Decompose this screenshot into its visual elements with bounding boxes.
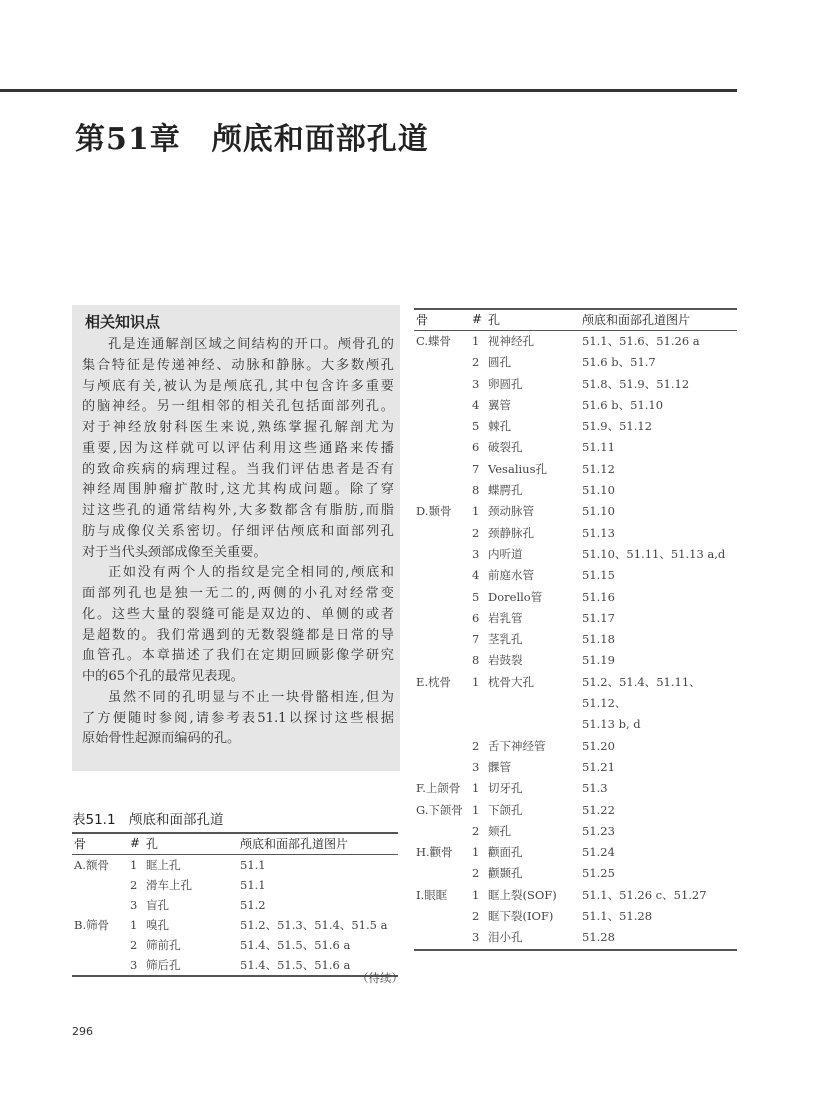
bone-cell [72, 895, 130, 915]
bone-cell: H.颧骨 [416, 845, 453, 860]
foramen-cell: 泪小孔 [488, 930, 523, 945]
number-cell: 2 [472, 866, 480, 881]
number-cell: 2 [130, 878, 138, 892]
table-row [414, 523, 737, 544]
column-header: 骨 [414, 309, 472, 331]
foramina-table-continued [414, 308, 737, 951]
bone-cell [414, 863, 472, 884]
foramen-cell: 髁管 [488, 759, 511, 774]
table-row [72, 915, 398, 935]
bone-cell [414, 565, 472, 586]
figure-cell: 51.9、51.12 [582, 419, 653, 434]
number-cell: 1 [472, 504, 480, 519]
knowledge-box [72, 305, 400, 771]
number-cell: 8 [472, 653, 480, 668]
paragraph-line: 集合特征是传递神经、动脉和静脉。大多数颅孔 [82, 357, 394, 373]
number-cell: 5 [472, 589, 480, 604]
figure-cell: 51.3 [582, 781, 608, 796]
figure-cell: 51.1 [240, 878, 266, 892]
chapter-title: 第51章 颅底和面部孔道 [75, 122, 429, 157]
foramen-cell: 卵圆孔 [488, 376, 523, 391]
number-cell: 1 [472, 781, 480, 796]
foramen-cell: 岩乳管 [488, 610, 523, 625]
bone-cell [414, 821, 472, 842]
paragraph-line: 正如没有两个人的指纹是完全相同的,颅底和 [108, 565, 394, 581]
number-cell: 3 [472, 376, 480, 391]
bone-cell: B.筛骨 [74, 918, 110, 932]
figure-cell: 51.10 [582, 504, 615, 519]
bone-cell [414, 352, 472, 373]
foramen-cell: 嗅孔 [146, 918, 169, 932]
figure-cell: 51.28 [582, 930, 615, 945]
bone-cell [414, 650, 472, 671]
figure-cell: 51.19 [582, 653, 615, 668]
paragraph-line: 化。这些大量的裂缝可能是双边的、单侧的或者 [82, 606, 394, 622]
number-cell: 3 [130, 958, 138, 972]
paragraph-line: 了方便随时参阅,请参考表51.1以探讨这些根据 [82, 710, 394, 726]
number-cell: 3 [472, 546, 480, 561]
number-cell: 7 [472, 461, 480, 476]
number-cell: 3 [130, 898, 138, 912]
bone-cell: C.蝶骨 [416, 334, 452, 348]
foramen-cell: 棘孔 [488, 419, 511, 434]
table-row [414, 906, 737, 927]
number-cell: 5 [472, 419, 480, 434]
foramen-cell: 切牙孔 [488, 781, 523, 796]
bone-cell [414, 480, 472, 501]
figure-cell: 51.1、51.28 [582, 909, 653, 924]
paragraph-line: 重要,因为这样就可以评估利用这些通路来传播 [82, 440, 394, 456]
number-cell: 1 [472, 845, 480, 860]
foramen-cell: 筛后孔 [146, 958, 181, 972]
column-header: # [472, 309, 488, 331]
number-cell: 2 [472, 355, 480, 370]
foramen-cell: 滑车上孔 [146, 878, 192, 892]
figure-cell: 51.2、51.3、51.4、51.5 a [240, 918, 388, 932]
table-row [414, 608, 737, 629]
number-cell: 1 [472, 887, 480, 902]
paragraph-line: 肪与成像仪关系密切。仔细评估颅底和面部列孔 [82, 523, 394, 539]
number-cell: 3 [472, 759, 480, 774]
table-row [414, 331, 737, 353]
paragraph-line: 神经周围肿瘤扩散时,这尤其构成问题。除了穿 [82, 482, 394, 498]
table-row [414, 501, 737, 522]
number-cell: 2 [472, 525, 480, 540]
number-cell: 1 [130, 858, 138, 872]
bone-cell: I.眼眶 [416, 887, 448, 902]
page-number: 296 [72, 1025, 93, 1038]
figure-cell: 51.1、51.26 c、51.27 [582, 887, 707, 902]
bone-cell [414, 437, 472, 458]
table-row [414, 800, 737, 821]
bone-cell: D.颞骨 [416, 504, 452, 519]
paragraph-line: 血管孔。本章描述了我们在定期回顾影像学研究 [82, 648, 394, 664]
foramen-cell: 下颌孔 [488, 802, 523, 817]
table-row [414, 885, 737, 906]
number-cell: 2 [472, 738, 480, 753]
foramen-cell: 颏孔 [488, 823, 511, 838]
foramen-cell: 眶上孔 [146, 858, 181, 872]
table-row [414, 416, 737, 437]
paragraph-line: 的脑神经。另一组相邻的相关孔包括面部列孔。 [82, 399, 394, 415]
paragraph-line: 虽然不同的孔明显与不止一块骨骼相连,但为 [108, 689, 394, 705]
table-row [414, 395, 737, 416]
foramen-cell: 眶上裂(SOF) [488, 887, 557, 902]
paragraph-line: 对于神经放射科医生来说,熟练掌握孔解剖尤为 [82, 420, 394, 435]
number-cell: 7 [472, 632, 480, 647]
figure-cell: 51.13 [582, 525, 615, 540]
figure-cell: 51.1、51.6、51.26 a [582, 334, 700, 348]
table-row [414, 736, 737, 757]
column-header: # [130, 833, 146, 855]
figure-cell: 51.6 b、51.7 [582, 355, 656, 370]
paragraph-line: 原始骨性起源而编码的孔。 [82, 731, 241, 747]
paragraph-line: 孔是连通解剖区域之间结构的开口。颅骨孔的 [108, 337, 394, 352]
figure-cell: 51.18 [582, 632, 615, 647]
figure-cell: 51.2、51.4、51.11、51.12、 51.13 b, d [582, 674, 701, 732]
bone-cell [414, 757, 472, 778]
table-row [414, 757, 737, 778]
table-row [414, 544, 737, 565]
foramina-table [72, 832, 398, 977]
foramen-cell: 前庭水管 [488, 568, 534, 583]
table-row [72, 955, 398, 976]
table-row [414, 480, 737, 501]
foramen-cell: 舌下神经管 [488, 738, 546, 753]
number-cell: 4 [472, 568, 480, 583]
table-row [414, 821, 737, 842]
column-header: 颅底和面部孔道图片 [582, 309, 737, 331]
column-header: 孔 [146, 833, 240, 855]
table-row [414, 352, 737, 373]
figure-cell: 51.6 b、51.10 [582, 397, 664, 412]
figure-cell: 51.25 [582, 866, 615, 881]
bone-cell: E.枕骨 [416, 674, 452, 689]
foramen-cell: 颈动脉管 [488, 504, 534, 519]
foramen-cell: 视神经孔 [488, 334, 534, 348]
number-cell: 2 [130, 938, 138, 952]
paragraph-line: 是超数的。我们常遇到的无数裂缝都是日常的导 [82, 627, 394, 643]
table-caption: 表51.1 颅底和面部孔道 [72, 812, 224, 828]
foramen-cell: 颧颞孔 [488, 866, 523, 881]
number-cell: 6 [472, 610, 480, 625]
bone-cell [414, 927, 472, 949]
foramen-cell: 颈静脉孔 [488, 525, 534, 540]
bone-cell [414, 629, 472, 650]
paragraph-line: 面部列孔也是独一无二的,两侧的小孔对经常变 [82, 586, 394, 601]
figure-cell: 51.8、51.9、51.12 [582, 376, 690, 391]
figure-cell: 51.4、51.5、51.6 a [240, 938, 351, 952]
foramen-cell: 眶下裂(IOF) [488, 909, 554, 924]
bone-cell [414, 523, 472, 544]
figure-cell: 51.21 [582, 759, 615, 774]
table-row [414, 374, 737, 395]
table-row [414, 565, 737, 586]
figure-cell: 51.12 [582, 461, 615, 476]
column-header: 骨 [72, 833, 130, 855]
table-row [414, 672, 737, 736]
table-row [414, 842, 737, 863]
number-cell: 3 [472, 930, 480, 945]
number-cell: 4 [472, 397, 480, 412]
foramen-cell: 筛前孔 [146, 938, 181, 952]
table-row [72, 935, 398, 955]
bone-cell [414, 459, 472, 480]
bone-cell: F.上颌骨 [416, 781, 461, 796]
bone-cell [414, 416, 472, 437]
figure-cell: 51.20 [582, 738, 615, 753]
table-header-row [414, 309, 737, 331]
foramen-cell: 枕骨大孔 [488, 674, 534, 689]
table-row [414, 778, 737, 799]
number-cell: 1 [472, 802, 480, 817]
bone-cell [72, 955, 130, 976]
figure-cell: 51.10 [582, 483, 615, 498]
foramen-cell: 圆孔 [488, 355, 511, 370]
paragraph-line: 过这些孔的通常结构外,大多数都含有脂肪,而脂 [82, 503, 394, 518]
bone-cell: G.下颌骨 [416, 802, 463, 817]
header-rule [0, 89, 737, 92]
figure-cell: 51.15 [582, 568, 615, 583]
figure-cell: 51.24 [582, 845, 615, 860]
foramen-cell: 翼管 [488, 397, 511, 412]
table-row [414, 459, 737, 480]
column-header: 颅底和面部孔道图片 [240, 833, 398, 855]
bone-cell: A.额骨 [74, 858, 109, 872]
paragraph-line: 对于当代头颈部成像至关重要。 [82, 544, 267, 560]
table-header-row [72, 833, 398, 855]
column-header: 孔 [488, 309, 582, 331]
bone-cell [414, 587, 472, 608]
number-cell: 1 [472, 334, 480, 348]
table-row [72, 895, 398, 915]
table-row [414, 927, 737, 949]
bone-cell [72, 935, 130, 955]
foramen-cell: 破裂孔 [488, 440, 523, 455]
foramen-cell: Dorello管 [488, 589, 543, 604]
foramen-cell: 茎乳孔 [488, 632, 523, 647]
figure-cell: 51.10、51.11、51.13 a,d [582, 546, 726, 561]
knowledge-box-body [82, 335, 394, 750]
paragraph-line: 中的65个孔的最常见表现。 [82, 669, 244, 684]
paragraph-line: 的致命疾病的病理过程。当我们评估患者是否有 [82, 461, 394, 477]
table-row [414, 587, 737, 608]
bone-cell [72, 875, 130, 895]
bone-cell [414, 608, 472, 629]
bone-cell [414, 906, 472, 927]
figure-cell: 51.4、51.5、51.6 a [240, 958, 351, 972]
number-cell: 1 [130, 918, 138, 932]
figure-cell: 51.22 [582, 802, 615, 817]
number-cell: 8 [472, 483, 480, 498]
bone-cell [414, 736, 472, 757]
number-cell: 2 [472, 909, 480, 924]
paragraph-line: 与颅底有关,被认为是颅底孔,其中包含许多重要 [82, 378, 394, 394]
knowledge-box-heading: 相关知识点 [85, 313, 161, 331]
continued-label: （待续） [357, 971, 403, 985]
bone-cell [414, 544, 472, 565]
figure-cell: 51.16 [582, 589, 615, 604]
foramen-cell: 颧面孔 [488, 845, 523, 860]
table-row [414, 629, 737, 650]
figure-cell: 51.2 [240, 898, 266, 912]
figure-cell: 51.17 [582, 610, 615, 625]
number-cell: 2 [472, 823, 480, 838]
foramen-cell: 岩鼓裂 [488, 653, 523, 668]
table-row [72, 875, 398, 895]
table-row [414, 650, 737, 671]
number-cell: 6 [472, 440, 480, 455]
foramen-cell: 蝶腭孔 [488, 483, 523, 498]
figure-cell: 51.1 [240, 858, 266, 872]
bone-cell [414, 395, 472, 416]
table-row [414, 863, 737, 884]
table-row [414, 437, 737, 458]
foramen-cell: Vesalius孔 [488, 461, 547, 476]
figure-cell: 51.23 [582, 823, 615, 838]
table-row [72, 855, 398, 876]
figure-cell: 51.11 [582, 440, 615, 455]
foramen-cell: 内听道 [488, 546, 523, 561]
bone-cell [414, 374, 472, 395]
foramen-cell: 盲孔 [146, 898, 169, 912]
number-cell: 1 [472, 674, 480, 689]
